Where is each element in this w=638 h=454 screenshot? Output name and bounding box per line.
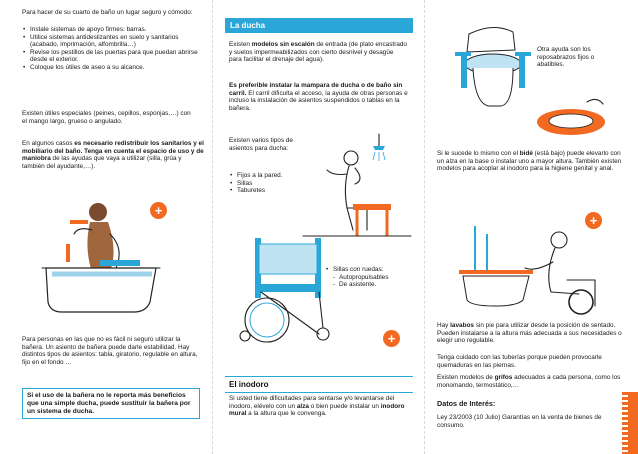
plus-icon: + [383, 330, 400, 347]
section-header-ducha: La ducha [225, 18, 413, 33]
section-header-inodoro: El inodoro [225, 376, 413, 393]
tip-box: Si el uso de la bañera no le reporta más beneficios que una simple ducha, puede sustituir la bañera por un sistema de ducha. [22, 388, 200, 419]
safety-item: • Instale sistemas de apoyo firmes: barras. [22, 26, 202, 34]
safety-list [22, 26, 202, 72]
redistribuir-text: En algunos casos es necesario redistribuir los sanitarios y el mobiliario del baño. Tenga en cuenta el espacio de uso y de maniobra de las ayudas que vaya a utilizar (silla, grúa y también del ayudante,…). [22, 140, 204, 170]
tuberias-text: Tenga cuidado con las tuberías porque pueden provocarle quemaduras en las piernas. [437, 354, 602, 369]
asientos-item: • Taburetes [229, 187, 309, 195]
datos-text: Ley 23/2003 (10 Julio) Garantías en la venta de bienes de consumo. [437, 414, 602, 429]
lavabos-text: Hay lavabos sin pie para utilizar desde la posición de sentado. Pueden instalarse a la altura más adecuada a sus necesidades o elegir uno regulable. [437, 322, 622, 345]
banera-text: Para personas en las que no es fácil ni seguro utilizar la bañera. Un asiento de bañera puede darle estabilidad. Hay distintos tipos de asientos: tabla, giratorio, regulable en altura, fijo en el fondo … [22, 336, 198, 366]
ruedas-title: • Sillas con ruedas: [325, 266, 415, 274]
decorative-strip [628, 392, 638, 454]
utiles-text: Existen útiles especiales (peines, cepillos, esponjas,…) con el mango largo, grueso o angulado. [22, 110, 191, 125]
asientos-item: • Sillas [229, 180, 309, 188]
intro-text: Para hacer de su cuarto de baño un lugar seguro y cómodo: [22, 9, 193, 16]
ruedas-item: - Autopropulsables [331, 274, 415, 282]
reposabrazos-caption: Otra ayuda son los reposabrazos fijos o abatibles. [537, 46, 595, 69]
grifos-text: Existen modelos de grifos adecuados a cada persona, como los monomando, termostático,… [437, 374, 621, 389]
datos-title: Datos de Interés: [437, 399, 496, 408]
bidet-illustration [527, 92, 617, 142]
inodoro-text: Si usted tiene dificultades para sentarse y/o levantarse del inodoro, elévelo con un alza o bien puede instalar un inodoro mural a la altura que le convenga. [229, 395, 405, 418]
ruedas-block [325, 266, 415, 289]
asientos-list [229, 172, 309, 195]
right-column [424, 0, 638, 454]
bathtub-illustration [40, 190, 160, 320]
asientos-item: • Fijos a la pared. [229, 172, 309, 180]
asientos-intro: Existen varios tipos de asientos para ducha: [229, 137, 293, 152]
left-column [0, 0, 212, 454]
ducha-p1: Existen modelos sin escalón de entrada (de plato encastrado y suelos impermeabilizados con cierto desnivel y desagüe para facilitar el drenaje del agua). [229, 41, 407, 64]
middle-column [212, 0, 424, 454]
ducha-p2: Es preferible instalar la mampara de ducha o de baño sin carril. El carril dificulta el acceso, la ayuda de otras personas e incluso la instalación de asientos suspendidos o tablas en la bañera. [229, 82, 408, 112]
safety-item: • Utilice sistemas antideslizantes en suelo y sanitarios (acabado, imprimación, alfombrilla…) [22, 34, 202, 49]
ruedas-item: - De asistente. [331, 281, 415, 289]
bide-text: Si le sucede lo mismo con el bidé (está bajo) puede elevarlo con un alza en la base o instalar uno a mayor altura. También existen modelos para acoplar al inodoro para la higiene genital y anal. [437, 150, 622, 173]
plus-icon: + [150, 202, 167, 219]
safety-item: • Revise los pestillos de las puertas para que puedan abrirse desde el exterior. [22, 49, 202, 64]
washbasin-illustration [455, 206, 615, 316]
plus-icon: + [585, 212, 602, 229]
safety-item: • Coloque los útiles de aseo a su alcance. [22, 64, 202, 72]
